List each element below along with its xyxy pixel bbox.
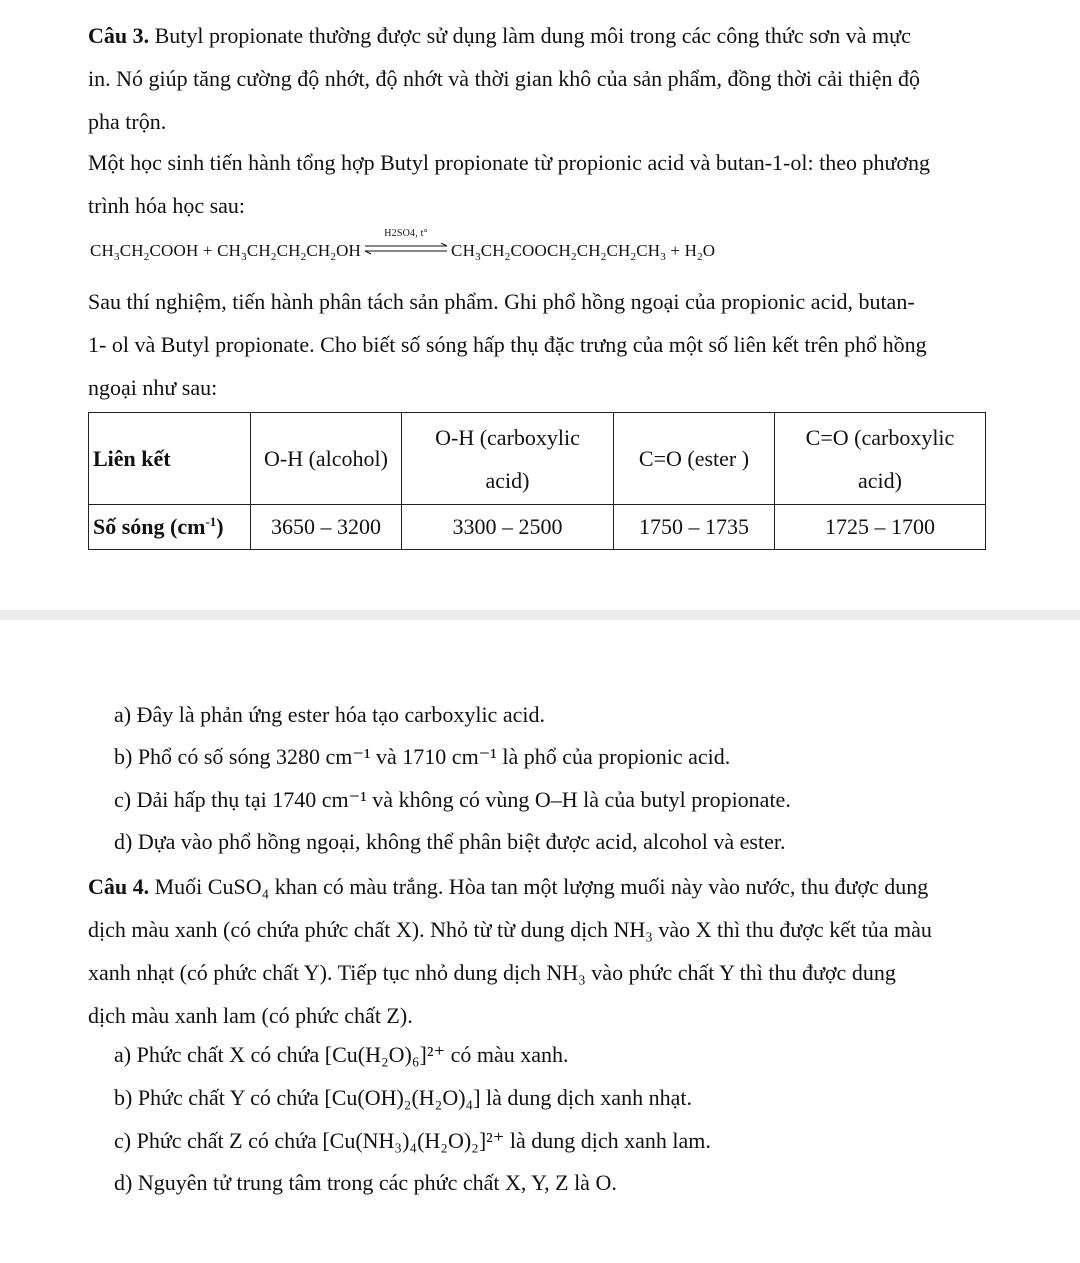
- col-co-ester: C=O (ester ): [614, 413, 775, 505]
- value-oh-alcohol: 3650 – 3200: [251, 505, 402, 550]
- row-header-wavenumber: Số sóng $(cm^{-1})$: [89, 505, 251, 550]
- ir-table: [88, 412, 986, 550]
- col-co-acid-line-1: C=O (carboxylic: [805, 424, 955, 450]
- q4-statement-d: d) Nguyên tử trung tâm trong các phức chất X, Y, Z là O.: [114, 1170, 617, 1195]
- q3-statement-c: c) Dải hấp thụ tại 1740 cm⁻¹ và không có vùng O–H là của butyl propionate.: [114, 787, 791, 812]
- q3-analysis: [88, 280, 1028, 409]
- q4-statement-a: a) Phức chất X có chứa [Cu(H₂O)₆]²⁺ có màu xanh.: [114, 1042, 569, 1067]
- value-co-acid: 1725 – 1700: [775, 505, 986, 550]
- q3-statement-a: a) Đây là phản ứng ester hóa tạo carboxylic acid.: [114, 702, 545, 727]
- q4-statement-c: c) Phức chất Z có chứa [Cu(NH₃)₄(H₂O)₂]²⁺ là dung dịch xanh lam.: [114, 1128, 711, 1153]
- col-co-acid: [775, 413, 986, 505]
- value-oh-acid: 3300 – 2500: [402, 505, 614, 550]
- q4-line-3: xanh nhạt (có phức chất Y). Tiếp tục nhỏ dung dịch NH₃ vào phức chất Y thì thu được dung: [88, 960, 896, 985]
- q4-line-1: Muối CuSO₄ khan có màu trắng. Hòa tan một lượng muối này vào nước, thu được dung: [149, 874, 929, 899]
- col-co-acid-line-2: acid): [858, 467, 902, 493]
- col-oh-acid-line-2: acid): [485, 467, 530, 493]
- q4-label: Câu 4.: [88, 874, 150, 899]
- table-row: [89, 413, 986, 505]
- wavenumber-unit-sup: -1: [205, 514, 217, 529]
- q3-label: Câu 3.: [88, 23, 150, 48]
- col-oh-alcohol: O-H (alcohol): [251, 413, 402, 505]
- q3-intro: [88, 14, 1028, 143]
- q4-line-2: dịch màu xanh (có chứa phức chất X). Nhỏ từ từ dung dịch NH₃ vào X thì thu được kết tủa màu: [88, 917, 932, 942]
- equilibrium-arrow-icon: [363, 228, 449, 258]
- q3-synthesis: [88, 141, 1028, 227]
- q4-statement-b: b) Phức chất Y có chứa [Cu(OH)₂(H₂O)₄] là dung dịch xanh nhạt.: [114, 1085, 692, 1110]
- q3-statement-d: d) Dựa vào phổ hồng ngoại, không thể phân biệt được acid, alcohol và ester.: [114, 829, 786, 854]
- q3-intro-line-1: Butyl propionate thường được sử dụng làm dung môi trong các công thức sơn và mực: [149, 23, 911, 48]
- q3-intro-line-3: pha trộn.: [88, 109, 167, 134]
- col-oh-acid-line-1: O-H (carboxylic: [435, 424, 580, 450]
- q4-line-4: dịch màu xanh lam (có phức chất Z).: [88, 1003, 413, 1028]
- col-oh-acid: [402, 413, 614, 505]
- q3-analysis-line-2: 1- ol và Butyl propionate. Cho biết số sóng hấp thụ đặc trưng của một số liên kết trên phổ hồng: [88, 332, 927, 357]
- q3-statement-b: b) Phổ có số sóng 3280 cm⁻¹ và 1710 cm⁻¹ là phổ của propionic acid.: [114, 744, 731, 769]
- q4-intro: [88, 865, 1028, 1037]
- table-row: [89, 505, 986, 550]
- value-co-ester: 1750 – 1735: [614, 505, 775, 550]
- wavenumber-label: Số sóng (cm: [93, 514, 206, 539]
- q3-synthesis-line-1: Một học sinh tiến hành tổng hợp Butyl propionate từ propionic acid và butan-1-ol: theo phương: [88, 150, 931, 175]
- q3-intro-line-2: in. Nó giúp tăng cường độ nhớt, độ nhớt và thời gian khô của sản phẩm, đồng thời cải thiện độ: [88, 66, 921, 91]
- q3-analysis-line-1: Sau thí nghiệm, tiến hành phân tách sản phẩm. Ghi phổ hồng ngoại của propionic acid, butan-: [88, 289, 915, 314]
- section-divider: [0, 610, 1080, 620]
- chemical-equation: $CH_3CH_2COOH + CH_3CH_2CH_2CH_2OH$ H2SO4, t° $CH_3CH_2COOCH_2CH_2CH_2CH_3 + H_2O$: [90, 228, 716, 263]
- row-header-bond: Liên kết: [89, 413, 251, 505]
- reaction-condition: H2SO4, t°: [384, 228, 428, 239]
- q3-analysis-line-3: ngoại như sau:: [88, 375, 218, 400]
- q3-synthesis-line-2: trình hóa học sau:: [88, 193, 246, 218]
